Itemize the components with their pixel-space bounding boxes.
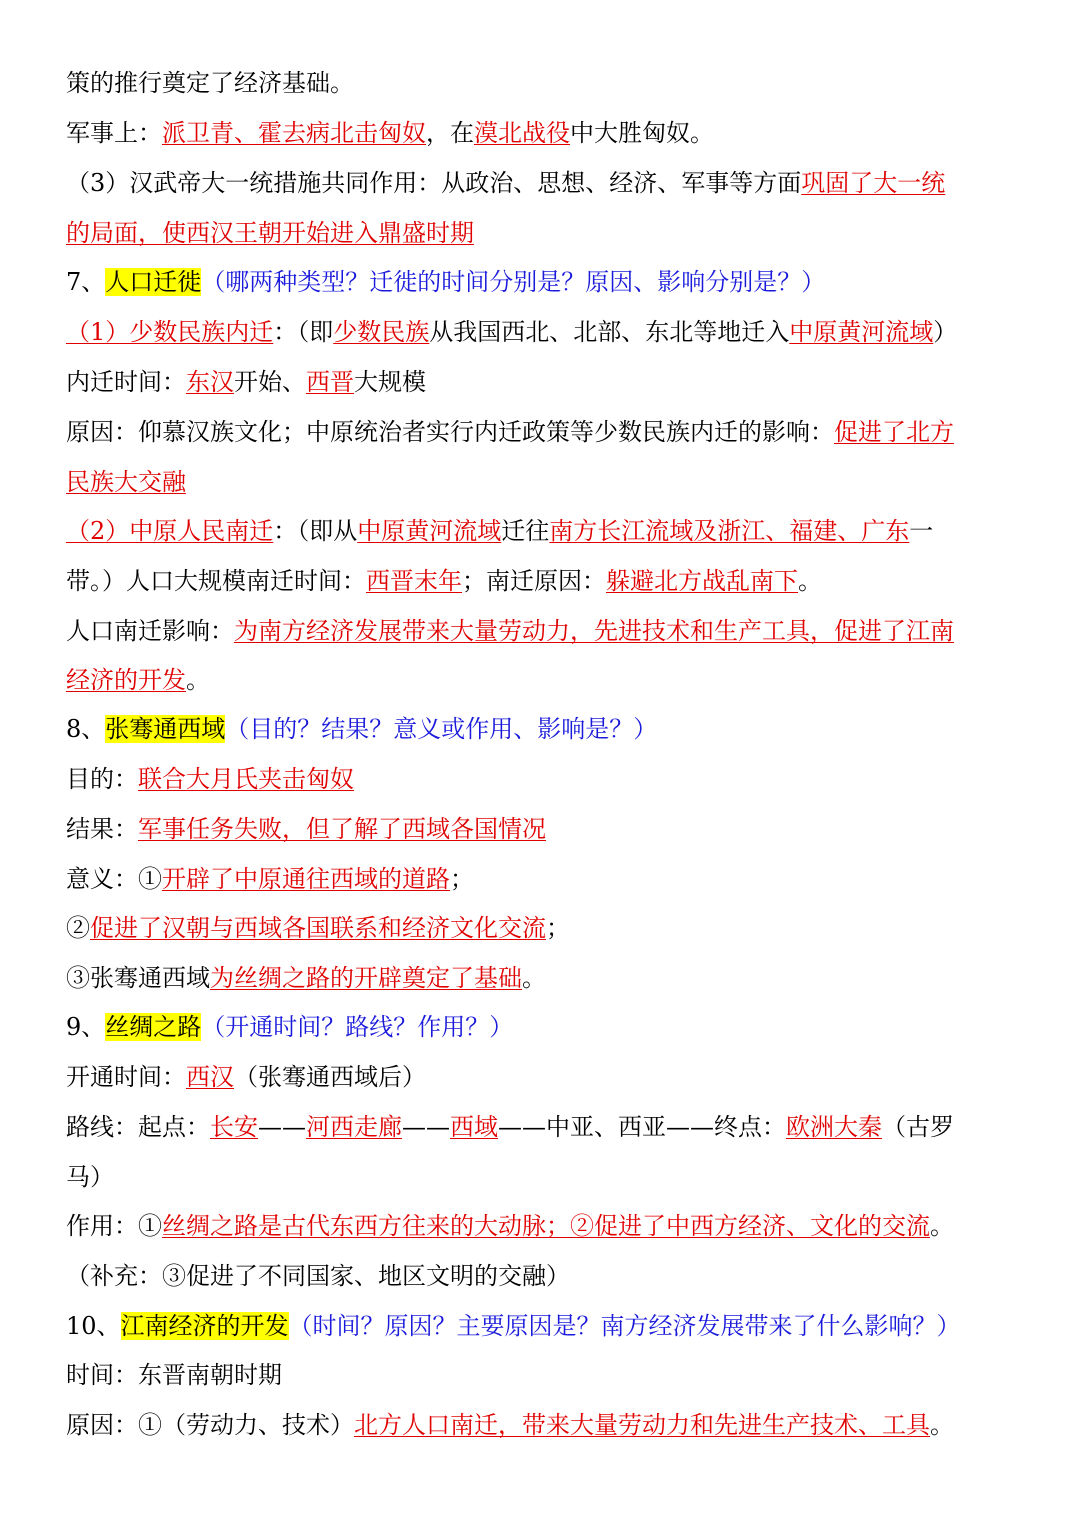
text-run: 从我国西北、北部、东北等地迁入 bbox=[429, 318, 790, 346]
text-run: 路线：起点： bbox=[66, 1113, 210, 1141]
text-run: 带。）人口大规模南迁时间： bbox=[66, 567, 366, 595]
document-line bbox=[66, 812, 1026, 846]
text-run: 原因：仰慕汉族文化；中原统治者实行内迁政策等少数民族内迁的影响： bbox=[66, 418, 834, 446]
key-point: 派卫青、霍去病北击匈奴 bbox=[162, 119, 426, 147]
text-run: 军事上： bbox=[66, 119, 162, 147]
section-title: 人口迁徙 bbox=[105, 268, 202, 296]
text-run: 时间：东晋南朝时期 bbox=[66, 1361, 282, 1389]
key-point: 民族大交融 bbox=[66, 468, 186, 496]
text-run: 开始、 bbox=[234, 368, 306, 396]
document-line bbox=[66, 762, 1026, 796]
key-point: 的局面，使西汉王朝开始进入鼎盛时期 bbox=[66, 219, 474, 247]
key-point: 东汉 bbox=[186, 368, 234, 396]
text-run: 结果： bbox=[66, 815, 138, 843]
text-run: ；南迁原因： bbox=[462, 567, 606, 595]
text-run: （3）汉武帝大一统措施共同作用：从政治、思想、经济、军事等方面 bbox=[66, 169, 802, 197]
document-line bbox=[66, 911, 1026, 945]
text-run: 。 bbox=[186, 666, 210, 694]
text-run: ； bbox=[450, 865, 474, 893]
document-line bbox=[66, 116, 1026, 150]
key-point: 巩固了大一统 bbox=[801, 169, 946, 197]
text-run: 意义：① bbox=[66, 865, 162, 893]
text-run: 。 bbox=[930, 1411, 954, 1439]
text-run: 大规模 bbox=[354, 368, 426, 396]
question-prompt: （目的？结果？意义或作用、影响是？） bbox=[225, 715, 658, 743]
text-run: 目的： bbox=[66, 765, 138, 793]
key-point: 联合大月氏夹击匈奴 bbox=[138, 765, 354, 793]
text-run: 作用：① bbox=[66, 1212, 162, 1240]
document-line bbox=[66, 1160, 1026, 1194]
text-run: ③张骞通西域 bbox=[66, 964, 210, 992]
key-point: 欧洲大秦 bbox=[786, 1113, 882, 1141]
key-point: （2）中原人民南迁 bbox=[66, 517, 274, 545]
key-point: 少数民族 bbox=[333, 318, 430, 346]
key-point: 中原黄河流域 bbox=[357, 517, 502, 545]
key-point: 中原黄河流域 bbox=[789, 318, 934, 346]
key-point: 西域 bbox=[450, 1113, 498, 1141]
text-run: 中大胜匈奴。 bbox=[570, 119, 714, 147]
document-line bbox=[66, 66, 1026, 100]
text-run: （张骞通西域后） bbox=[234, 1063, 426, 1091]
document-line bbox=[66, 961, 1026, 995]
key-point: 河西走廊 bbox=[306, 1113, 402, 1141]
question-prompt: （哪两种类型？迁徙的时间分别是？原因、影响分别是？） bbox=[201, 268, 826, 296]
key-point: 为丝绸之路的开辟奠定了基础 bbox=[210, 964, 522, 992]
text-run: 策的推行奠定了经济基础。 bbox=[66, 69, 354, 97]
document-line bbox=[66, 415, 1026, 449]
key-point: 为南方经济发展带来大量劳动力，先进技术和生产工具，促进了江南 bbox=[234, 617, 954, 645]
document-line bbox=[66, 663, 1026, 697]
document-line bbox=[66, 265, 1026, 299]
key-point: （1）少数民族内迁 bbox=[66, 318, 274, 346]
document-line bbox=[66, 1060, 1026, 1094]
document-line bbox=[66, 1110, 1026, 1144]
text-run: 迁往 bbox=[501, 517, 550, 545]
key-point: 西晋末年 bbox=[366, 567, 462, 595]
text-run: ：（即 bbox=[273, 318, 334, 346]
text-run: ，在 bbox=[426, 119, 474, 147]
key-point: 南方长江流域及浙江、福建、广东 bbox=[549, 517, 910, 545]
text-run: （古罗 bbox=[882, 1113, 954, 1141]
key-point: 开辟了中原通往西域的道路 bbox=[162, 865, 450, 893]
document-line bbox=[66, 365, 1026, 399]
key-point: 北方人口南迁，带来大量劳动力和先进生产技术、工具 bbox=[354, 1411, 930, 1439]
section-title: 江南经济的开发 bbox=[120, 1312, 289, 1340]
key-point: 长安 bbox=[210, 1113, 258, 1141]
text-run: 。 bbox=[930, 1212, 954, 1240]
text-run: 人口南迁影响： bbox=[66, 617, 234, 645]
key-point: 促进了北方 bbox=[834, 418, 954, 446]
question-prompt: （时间？原因？主要原因是？南方经济发展带来了什么影响？） bbox=[288, 1312, 961, 1340]
document-line bbox=[66, 166, 1026, 200]
text-run: ） bbox=[933, 318, 958, 346]
text-run: ② bbox=[66, 914, 90, 942]
key-point: 漠北战役 bbox=[474, 119, 570, 147]
text-run: 9、 bbox=[66, 1013, 106, 1041]
document-line bbox=[66, 1010, 1026, 1044]
text-run: 。 bbox=[798, 567, 822, 595]
key-point: 西汉 bbox=[186, 1063, 234, 1091]
document-line bbox=[66, 1309, 1026, 1343]
text-run: 7、 bbox=[66, 268, 106, 296]
text-run: —— bbox=[402, 1113, 450, 1141]
text-run: （补充：③促进了不同国家、地区文明的交融） bbox=[66, 1262, 570, 1290]
key-point: 经济的开发 bbox=[66, 666, 186, 694]
document-line bbox=[66, 216, 1026, 250]
document-line bbox=[66, 315, 1026, 349]
document-line bbox=[66, 862, 1026, 896]
text-run: 。 bbox=[522, 964, 546, 992]
text-run: —— bbox=[258, 1113, 306, 1141]
document-line bbox=[66, 614, 1026, 648]
question-prompt: （开通时间？路线？作用？） bbox=[201, 1013, 514, 1041]
text-run: ：（即从 bbox=[273, 517, 358, 545]
document-line bbox=[66, 465, 1026, 499]
document-line bbox=[66, 1209, 1026, 1243]
key-point: 西晋 bbox=[306, 368, 354, 396]
text-run: 原因：①（劳动力、技术） bbox=[66, 1411, 354, 1439]
key-point: 促进了汉朝与西域各国联系和经济文化交流 bbox=[90, 914, 546, 942]
document-line bbox=[66, 564, 1026, 598]
key-point: 躲避北方战乱南下 bbox=[606, 567, 798, 595]
section-title: 丝绸之路 bbox=[105, 1013, 202, 1041]
key-point: 丝绸之路是古代东西方往来的大动脉；②促进了中西方经济、文化的交流 bbox=[162, 1212, 930, 1240]
text-run: 一 bbox=[909, 517, 934, 545]
document-line bbox=[66, 514, 1026, 548]
key-point: 军事任务失败，但了解了西域各国情况 bbox=[138, 815, 546, 843]
text-run: 10、 bbox=[66, 1312, 121, 1340]
text-run: ——中亚、西亚——终点： bbox=[498, 1113, 786, 1141]
text-run: ； bbox=[546, 914, 570, 942]
document-line bbox=[66, 1358, 1026, 1392]
document-line bbox=[66, 1259, 1026, 1293]
document-line bbox=[66, 712, 1026, 746]
document-line bbox=[66, 1408, 1026, 1442]
text-run: 开通时间： bbox=[66, 1063, 186, 1091]
text-run: 内迁时间： bbox=[66, 368, 186, 396]
text-run: 8、 bbox=[66, 715, 106, 743]
section-title: 张骞通西域 bbox=[105, 715, 226, 743]
text-run: 马） bbox=[66, 1163, 114, 1191]
